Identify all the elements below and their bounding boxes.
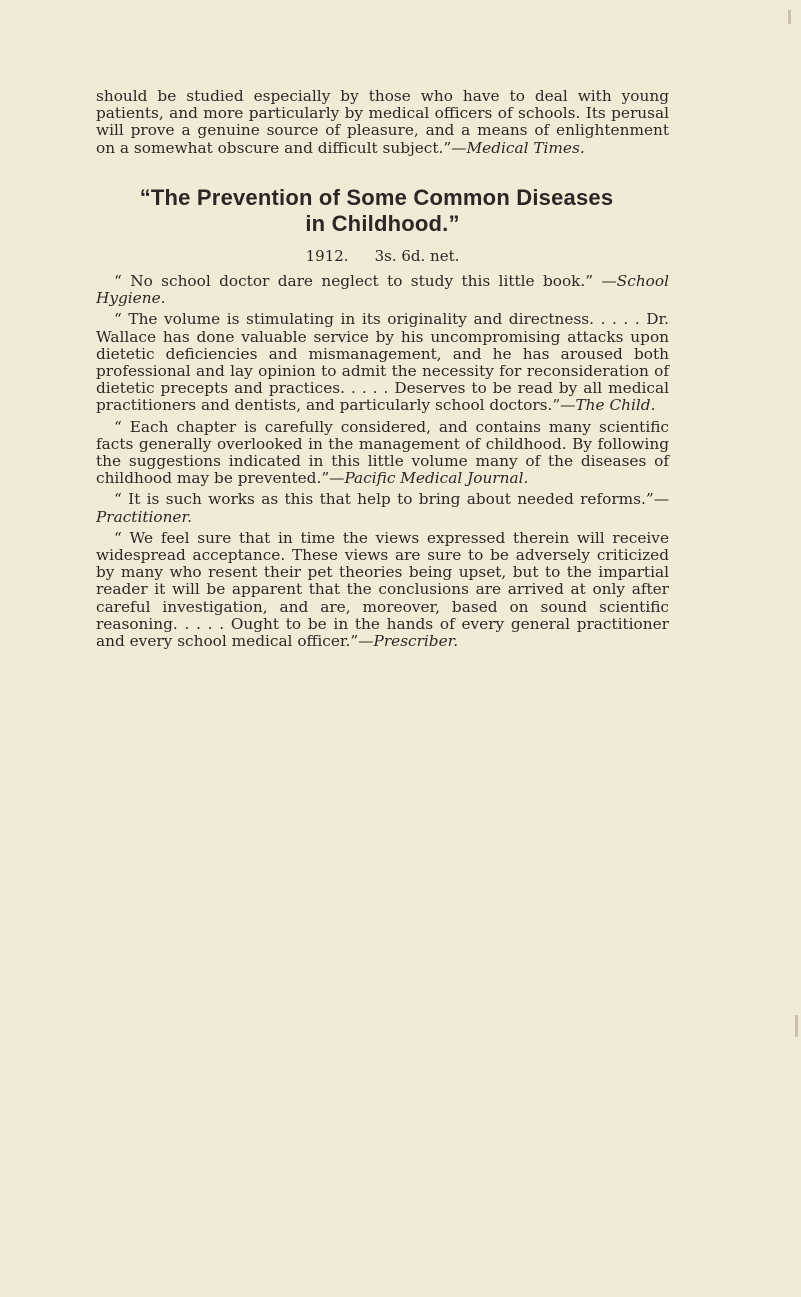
review-practitioner [96, 491, 669, 525]
opening-quote [96, 88, 669, 157]
book-title [96, 185, 669, 237]
document-page [96, 88, 669, 650]
opening-quote-source: Medical Times. [466, 138, 585, 157]
review-text: “ We feel sure that in time the views expressed therein will receive widespread acceptance. These views are sure to be adversely criticized by many who resent their pet theories being upset, but to the impartial reader it will be apparent that the conclusions are arrived at only after careful investigation, and are, moreover, based on sound scientific reasoning. . . . . Ought to be in the hands of every general practitioner and every school medical officer.”— [96, 528, 669, 651]
opening-quote-text: should be studied especially by those who have to deal with young patients, and more particularly by medical officers of schools. Its perusal will prove a genuine source of pleasure, and a means of enlightenment on a somewhat obscure and difficult subject.”— [96, 87, 669, 157]
paper-edge-mark-top [788, 10, 791, 24]
book-price: 3s. 6d. net. [374, 246, 460, 265]
review-the-child [96, 311, 669, 414]
review-pacific-medical-journal [96, 419, 669, 488]
book-title-line-1: “The Prevention of Some Common Diseases [139, 184, 614, 210]
review-text: “ Each chapter is carefully considered, and contains many scientific facts generally overlooked in the management of childhood. By following the suggestions indicated in this little volume many of the diseases of childhood may be prevented.”— [96, 417, 669, 488]
review-school-hygiene [96, 273, 669, 307]
paper-edge-mark-bottom [795, 1015, 798, 1037]
book-title-line-2: in Childhood.” [305, 210, 460, 236]
publication-year: 1912. [305, 246, 349, 265]
review-text: “ It is such works as this that help to bring about needed reforms.”— [114, 490, 669, 509]
review-source: The Child. [575, 396, 656, 415]
review-text: “ The volume is stimulating in its originality and directness. . . . . Dr. Wallace has done valuable service by his uncompromising attacks upon dietetic deficiencies and mismanagement, and he has aroused both professional and lay opinion to admit the necessity for reconsideration of dietetic precepts and practices. . . . . Deserves to be read by all medical practitioners and dentists, and particularly school doctors.”— [96, 310, 669, 415]
review-text: “ No school doctor dare neglect to study this little book.” — [114, 272, 617, 291]
review-source: School Hygiene. [96, 272, 669, 308]
publication-info [96, 248, 669, 265]
review-source: Practitioner. [96, 507, 192, 526]
review-source: Prescriber. [373, 632, 459, 651]
review-prescriber [96, 530, 669, 650]
review-source: Pacific Medical Journal. [344, 469, 529, 488]
